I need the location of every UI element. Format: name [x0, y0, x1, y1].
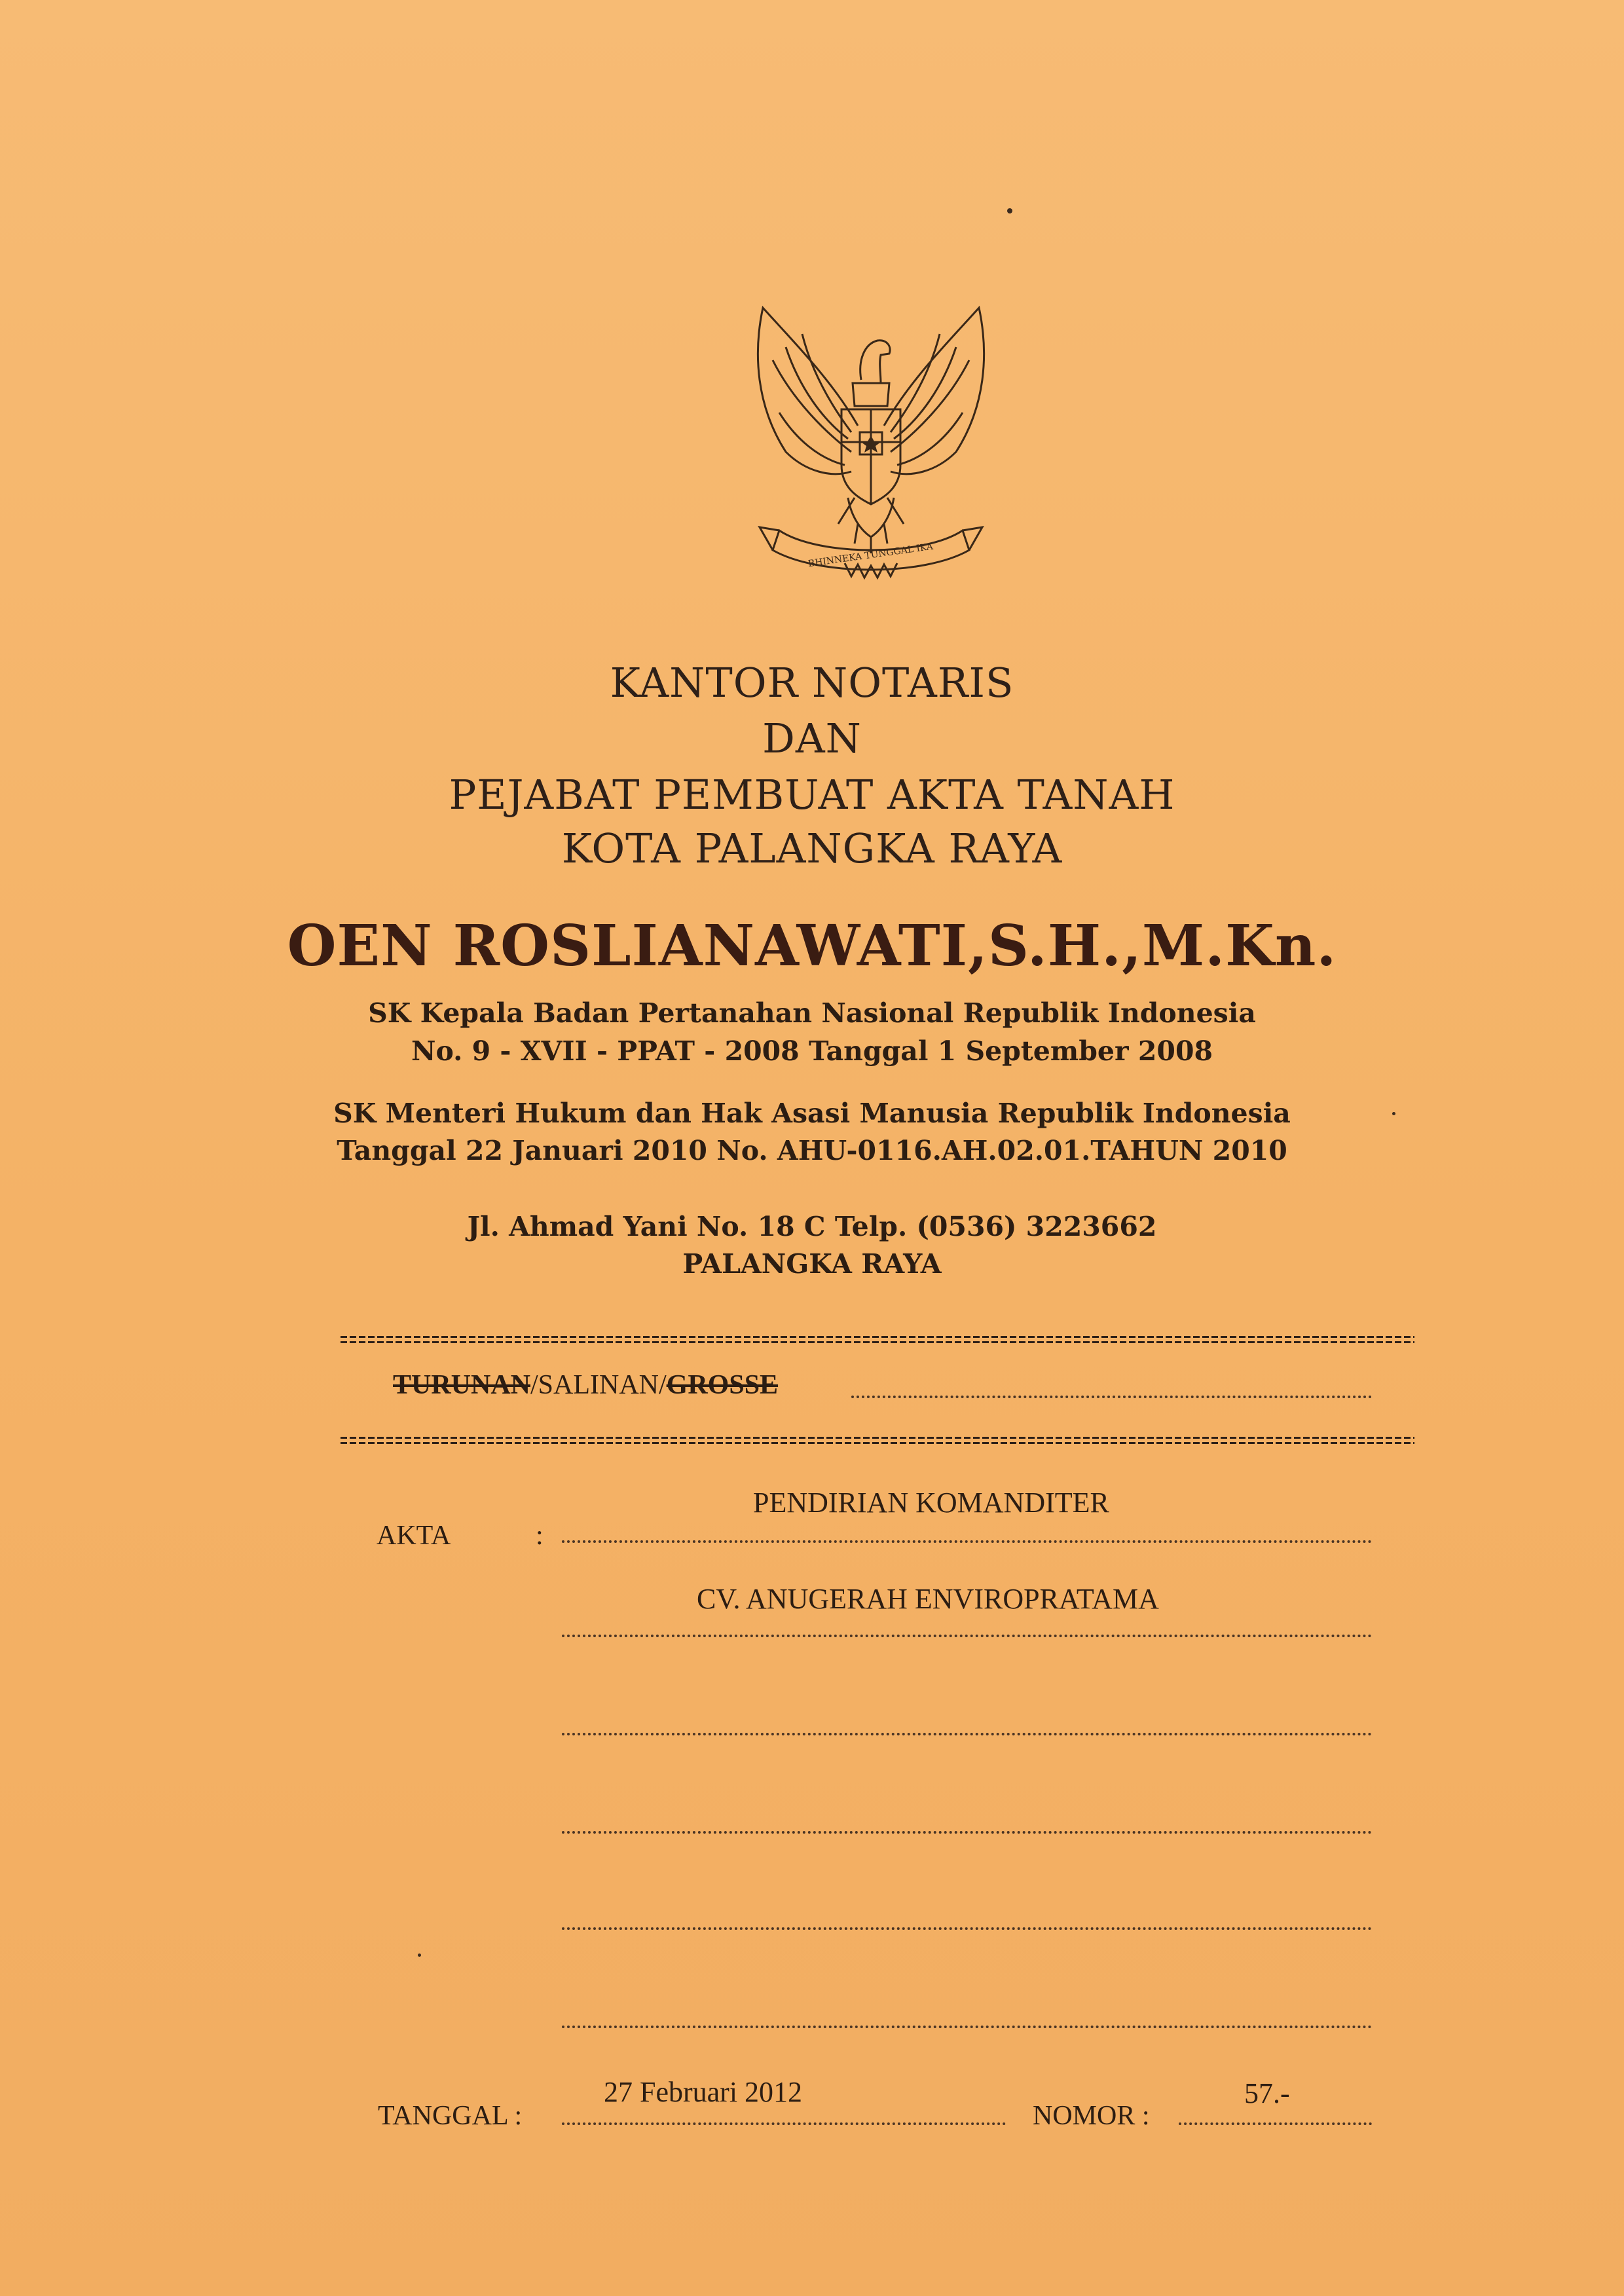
deed-dotted-line-4	[562, 1831, 1372, 1834]
number-label: NOMOR :	[1033, 2101, 1150, 2131]
deed-dotted-line-1	[562, 1540, 1372, 1543]
paper-speck	[1007, 208, 1012, 213]
copy-type-turunan: TURUNAN	[393, 1370, 530, 1400]
copy-type	[393, 1371, 778, 1399]
decree-1-line-1: SK Kepala Badan Pertanahan Nasional Republik Indonesia	[368, 997, 1256, 1029]
office-title-conjunction: DAN	[762, 714, 862, 762]
deed-colon: :	[536, 1521, 544, 1551]
office-city: KOTA PALANGKA RAYA	[561, 824, 1063, 872]
notary-name: OEN ROSLIANAWATI,S.H.,M.Kn.	[287, 913, 1337, 979]
date-dotted-line	[562, 2122, 1006, 2125]
paper-speck	[1392, 1112, 1395, 1115]
copy-type-dotted-line	[851, 1396, 1372, 1398]
decree-2-line-2: Tanggal 22 Januari 2010 No. AHU-0116.AH.02.01.TAHUN 2010	[337, 1135, 1287, 1166]
deed-dotted-line-5	[562, 1927, 1372, 1930]
date-label: TANGGAL :	[378, 2101, 523, 2131]
copy-type-grosse: GROSSE	[666, 1370, 779, 1400]
office-address: Jl. Ahmad Yani No. 18 C Telp. (0536) 3223662	[467, 1211, 1157, 1242]
office-address-city: PALANGKA RAYA	[682, 1248, 942, 1280]
deed-dotted-line-3	[562, 1733, 1372, 1735]
date-value: 27 Februari 2012	[604, 2076, 803, 2108]
number-dotted-line	[1179, 2122, 1372, 2125]
emblem-motto: BHINNEKA TUNGGAL IKA	[807, 541, 934, 570]
garuda-pancasila-emblem	[740, 301, 1002, 589]
office-subtitle: PEJABAT PEMBUAT AKTA TANAH	[449, 771, 1175, 819]
deed-dotted-line-6	[562, 2026, 1372, 2028]
office-title: KANTOR NOTARIS	[610, 659, 1014, 707]
copy-type-slash: /	[659, 1370, 667, 1400]
separator-bottom	[341, 1435, 1414, 1446]
deed-title-line-2: CV. ANUGERAH ENVIROPRATAMA	[697, 1583, 1159, 1615]
copy-type-slash: /	[530, 1370, 538, 1400]
paper-speck	[418, 1953, 421, 1957]
deed-dotted-line-2	[562, 1635, 1372, 1637]
deed-label: AKTA	[377, 1521, 451, 1551]
copy-type-salinan: SALINAN	[538, 1370, 659, 1400]
deed-title-line-1: PENDIRIAN KOMANDITER	[753, 1487, 1109, 1519]
separator-top	[341, 1335, 1414, 1345]
decree-1-line-2: No. 9 - XVII - PPAT - 2008 Tanggal 1 September 2008	[411, 1035, 1213, 1067]
decree-2-line-1: SK Menteri Hukum dan Hak Asasi Manusia Republik Indonesia	[333, 1098, 1291, 1129]
number-value: 57.-	[1244, 2077, 1290, 2109]
